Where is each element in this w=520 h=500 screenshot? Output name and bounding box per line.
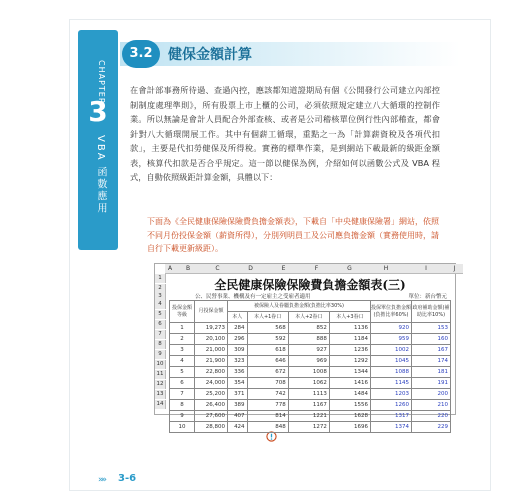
table-cell: 10 bbox=[170, 422, 195, 433]
table-cell: 888 bbox=[288, 334, 329, 345]
table-cell: 1136 bbox=[329, 323, 370, 334]
header-self: 本人 bbox=[228, 312, 248, 323]
table-cell: 742 bbox=[247, 389, 288, 400]
table-cell: 708 bbox=[247, 378, 288, 389]
table-cell: 200 bbox=[412, 389, 451, 400]
table-cell: 1260 bbox=[371, 400, 412, 411]
row-header: 5 bbox=[155, 310, 166, 319]
table-cell: 371 bbox=[228, 389, 248, 400]
column-header: G bbox=[333, 264, 366, 274]
row-header: 6 bbox=[155, 320, 166, 329]
table-cell: 4 bbox=[170, 356, 195, 367]
table-cell: 969 bbox=[288, 356, 329, 367]
table-cell: 181 bbox=[412, 367, 451, 378]
header-employee-group: 被保險人及眷屬負擔金額(負擔比率30%) bbox=[228, 301, 371, 312]
column-header: A bbox=[165, 264, 175, 274]
table-row bbox=[170, 323, 451, 334]
table-cell: 848 bbox=[247, 422, 288, 433]
spreadsheet-screenshot bbox=[154, 263, 456, 430]
table-cell: 25,200 bbox=[195, 389, 228, 400]
header-plus3: 本人+3眷口 bbox=[329, 312, 370, 323]
table-cell: 1317 bbox=[371, 411, 412, 422]
table-cell: 21,900 bbox=[195, 356, 228, 367]
table-cell: 1696 bbox=[329, 422, 370, 433]
table-cell: 1374 bbox=[371, 422, 412, 433]
sheet-title: 全民健康保險保險費負擔金額表(三) bbox=[214, 278, 406, 292]
table-cell: 1145 bbox=[371, 378, 412, 389]
table-cell: 1113 bbox=[288, 389, 329, 400]
table-row bbox=[170, 334, 451, 345]
table-row bbox=[170, 367, 451, 378]
header-employer: 投保單位負擔金額(負擔比率60%) bbox=[371, 301, 412, 323]
body-paragraph: 在會計部事務所待過、查過內控，應該都知道證期局有個《公開發行公司建立內部控制制度處理準則》，所有股票上市上櫃的公司，必須依照規定建立八大循環的控制作業。所以無論是會計人員配合外部查核、或者是公司稽核單位例行性內部稽查，都會針對八大循環開展工作。其中有個薪工循環，重點之一為「計算薪資稅及各項代扣款」，主要是代扣勞健保及所得稅。實務的標準作業，是到網站下載最新的級距金額表，核算代扣款是否合乎規定。這一節以健保為例，介紹如何以函數公式及 VBA 程式，自動依照級距計算金額，具體以下： bbox=[130, 85, 440, 182]
table-cell: 191 bbox=[412, 378, 451, 389]
table-cell: 646 bbox=[247, 356, 288, 367]
table-cell: 1045 bbox=[371, 356, 412, 367]
table-cell: 229 bbox=[412, 422, 451, 433]
footer-arrows: »» bbox=[98, 475, 106, 485]
table-cell: 1221 bbox=[288, 411, 329, 422]
row-header: 3 bbox=[155, 292, 166, 301]
header-salary: 月投保金額 bbox=[195, 301, 228, 323]
table-cell: 210 bbox=[412, 400, 451, 411]
table-cell: 389 bbox=[228, 400, 248, 411]
column-header: F bbox=[300, 264, 333, 274]
table-cell: 7 bbox=[170, 389, 195, 400]
row-header: 11 bbox=[155, 370, 166, 379]
table-cell: 1556 bbox=[329, 400, 370, 411]
table-row bbox=[170, 422, 451, 433]
table-cell: 1 bbox=[170, 323, 195, 334]
table-cell: 20,100 bbox=[195, 334, 228, 345]
table-cell: 959 bbox=[371, 334, 412, 345]
table-cell: 2 bbox=[170, 334, 195, 345]
table-row bbox=[170, 389, 451, 400]
table-cell: 618 bbox=[247, 345, 288, 356]
table-cell: 1628 bbox=[329, 411, 370, 422]
table-cell: 26,400 bbox=[195, 400, 228, 411]
row-header: 14 bbox=[155, 400, 166, 409]
column-header: D bbox=[234, 264, 267, 274]
table-cell: 22,800 bbox=[195, 367, 228, 378]
table-cell: 21,000 bbox=[195, 345, 228, 356]
table-cell: 3 bbox=[170, 345, 195, 356]
column-header: J bbox=[446, 264, 463, 274]
table-cell: 1002 bbox=[371, 345, 412, 356]
table-row bbox=[170, 400, 451, 411]
table-cell: 153 bbox=[412, 323, 451, 334]
table-cell: 1484 bbox=[329, 389, 370, 400]
table-cell: 9 bbox=[170, 411, 195, 422]
row-header: 9 bbox=[155, 350, 166, 359]
table-cell: 592 bbox=[247, 334, 288, 345]
table-cell: 354 bbox=[228, 378, 248, 389]
table-row bbox=[170, 378, 451, 389]
table-cell: 568 bbox=[247, 323, 288, 334]
table-cell: 852 bbox=[288, 323, 329, 334]
sheet-subtitle: 公、民營事業、機構及有一定雇主之受雇者適用 bbox=[195, 294, 311, 300]
column-header: H bbox=[366, 264, 406, 274]
table-cell: 814 bbox=[247, 411, 288, 422]
chapter-word: CHAPTER bbox=[97, 60, 106, 105]
table-cell: 1236 bbox=[329, 345, 370, 356]
table-cell: 1203 bbox=[371, 389, 412, 400]
row-header: 7 bbox=[155, 330, 166, 339]
table-cell: 1167 bbox=[288, 400, 329, 411]
table-cell: 296 bbox=[228, 334, 248, 345]
note-text: 下面為《全民健康保險保險費負擔金額表》，下載自「中央健康保險署」網站，依照不同月份投保金額（薪資所得），分別列明員工及公司應負擔金額（實務使用時，請自行下載更新級距）。 bbox=[147, 217, 439, 253]
table-cell: 167 bbox=[412, 345, 451, 356]
chapter-number: 3 bbox=[88, 95, 108, 128]
row-header: 13 bbox=[155, 390, 166, 399]
table-cell: 672 bbox=[247, 367, 288, 378]
column-header: I bbox=[406, 264, 446, 274]
table-cell: 336 bbox=[228, 367, 248, 378]
header-grade: 投保金額等級 bbox=[170, 301, 195, 323]
row-header: 1 bbox=[155, 274, 166, 283]
table-cell: 778 bbox=[247, 400, 288, 411]
column-header: B bbox=[175, 264, 201, 274]
table-cell: 1272 bbox=[288, 422, 329, 433]
table-row bbox=[170, 345, 451, 356]
table-cell: 1292 bbox=[329, 356, 370, 367]
table-cell: 28,800 bbox=[195, 422, 228, 433]
note bbox=[133, 215, 443, 256]
table-cell: 174 bbox=[412, 356, 451, 367]
table-cell: 160 bbox=[412, 334, 451, 345]
sheet-unit: 單位：新台幣元 bbox=[408, 294, 447, 300]
table-cell: 8 bbox=[170, 400, 195, 411]
header-plus2: 本人+2眷口 bbox=[288, 312, 329, 323]
row-header: 4 bbox=[155, 300, 166, 309]
table-cell: 1344 bbox=[329, 367, 370, 378]
table-cell: 1008 bbox=[288, 367, 329, 378]
row-header: 12 bbox=[155, 380, 166, 389]
table-row bbox=[170, 356, 451, 367]
section-title: 健保金額計算 bbox=[168, 47, 252, 63]
header-gov: 政府補助金額(補助比率10%) bbox=[412, 301, 451, 323]
table-cell: 1062 bbox=[288, 378, 329, 389]
table-cell: 927 bbox=[288, 345, 329, 356]
header-plus1: 本人+1眷口 bbox=[247, 312, 288, 323]
row-header: 10 bbox=[155, 360, 166, 369]
page-number: 3-6 bbox=[118, 473, 137, 484]
table-cell: 920 bbox=[371, 323, 412, 334]
table-cell: 19,273 bbox=[195, 323, 228, 334]
table-cell: 27,600 bbox=[195, 411, 228, 422]
table-cell: 309 bbox=[228, 345, 248, 356]
premium-table bbox=[169, 300, 451, 433]
table-row bbox=[170, 411, 451, 422]
column-header: C bbox=[201, 264, 234, 274]
table-cell: 407 bbox=[228, 411, 248, 422]
row-header: 2 bbox=[155, 284, 166, 293]
table-cell: 24,000 bbox=[195, 378, 228, 389]
table-cell: 1184 bbox=[329, 334, 370, 345]
table-cell: 5 bbox=[170, 367, 195, 378]
chapter-title: VBA 函數應用 bbox=[95, 135, 106, 215]
row-header: 8 bbox=[155, 340, 166, 349]
column-header: E bbox=[267, 264, 300, 274]
table-cell: 1088 bbox=[371, 367, 412, 378]
table-cell: 284 bbox=[228, 323, 248, 334]
premium-table-body bbox=[170, 323, 451, 433]
table-cell: 1416 bbox=[329, 378, 370, 389]
table-cell: 424 bbox=[228, 422, 248, 433]
table-cell: 323 bbox=[228, 356, 248, 367]
section-number: 3.2 bbox=[122, 40, 160, 68]
table-cell: 220 bbox=[412, 411, 451, 422]
table-cell: 6 bbox=[170, 378, 195, 389]
